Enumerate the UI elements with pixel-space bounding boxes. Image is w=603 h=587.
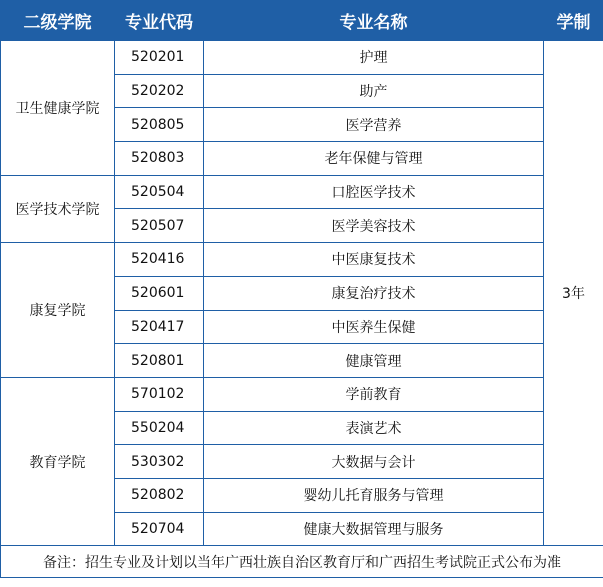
code-cell: 520504 <box>115 175 204 209</box>
name-cell: 大数据与会计 <box>204 445 544 479</box>
code-cell: 520803 <box>115 142 204 176</box>
name-cell: 口腔医学技术 <box>204 175 544 209</box>
code-cell: 550204 <box>115 411 204 445</box>
name-cell: 婴幼儿托育服务与管理 <box>204 478 544 512</box>
code-cell: 520805 <box>115 108 204 142</box>
code-cell: 570102 <box>115 377 204 411</box>
note-text: 备注：招生专业及计划以当年广西壮族自治区教育厅和广西招生考试院正式公布为准 <box>1 546 603 578</box>
code-cell: 520201 <box>115 41 204 75</box>
header-college: 二级学院 <box>1 1 115 41</box>
name-cell: 学前教育 <box>204 377 544 411</box>
name-cell: 健康管理 <box>204 344 544 378</box>
table-body <box>1 41 603 578</box>
name-cell: 中医康复技术 <box>204 243 544 277</box>
code-cell: 520417 <box>115 310 204 344</box>
name-cell: 医学营养 <box>204 108 544 142</box>
code-cell: 520202 <box>115 74 204 108</box>
college-cell: 卫生健康学院 <box>1 41 115 176</box>
table-row <box>1 377 603 411</box>
code-cell: 520801 <box>115 344 204 378</box>
header-code: 专业代码 <box>115 1 204 41</box>
table-row <box>1 243 603 277</box>
name-cell: 护理 <box>204 41 544 75</box>
header-duration: 学制 <box>544 1 603 41</box>
code-cell: 520416 <box>115 243 204 277</box>
name-cell: 老年保健与管理 <box>204 142 544 176</box>
duration-cell: 3年 <box>544 41 603 546</box>
table-row <box>1 175 603 209</box>
code-cell: 520704 <box>115 512 204 546</box>
code-cell: 520601 <box>115 276 204 310</box>
college-cell: 康复学院 <box>1 243 115 378</box>
college-cell: 教育学院 <box>1 377 115 545</box>
header-row <box>1 1 603 41</box>
table-row <box>1 41 603 75</box>
college-cell: 医学技术学院 <box>1 175 115 242</box>
name-cell: 医学美容技术 <box>204 209 544 243</box>
name-cell: 中医养生保健 <box>204 310 544 344</box>
code-cell: 520802 <box>115 478 204 512</box>
name-cell: 健康大数据管理与服务 <box>204 512 544 546</box>
name-cell: 表演艺术 <box>204 411 544 445</box>
name-cell: 助产 <box>204 74 544 108</box>
header-name: 专业名称 <box>204 1 544 41</box>
code-cell: 520507 <box>115 209 204 243</box>
code-cell: 530302 <box>115 445 204 479</box>
name-cell: 康复治疗技术 <box>204 276 544 310</box>
note-row <box>1 546 603 578</box>
